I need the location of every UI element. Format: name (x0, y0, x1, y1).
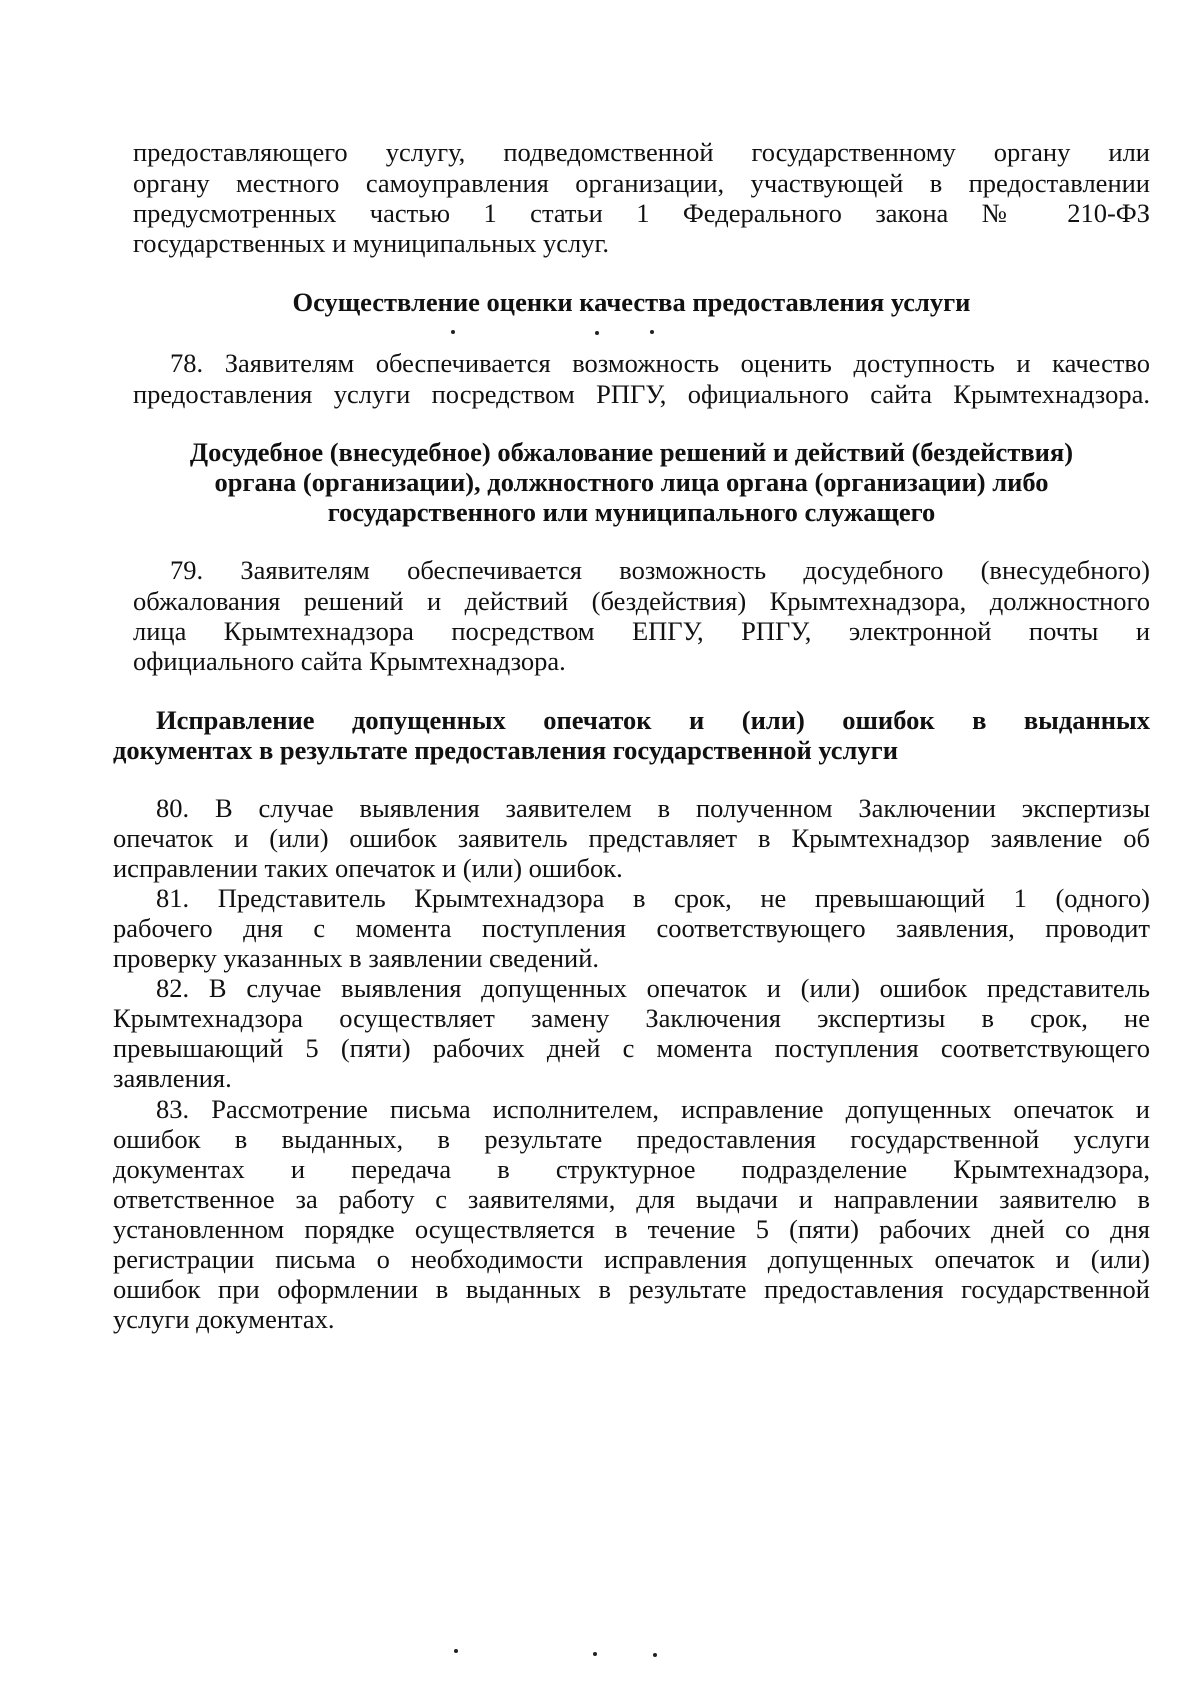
scan-dot (653, 1653, 657, 1657)
text-line: регистрации письма о необходимости исправления допущенных опечаток и (или) (113, 1244, 1150, 1274)
scan-dot (650, 330, 654, 334)
heading-line: документах в результате предоставления государственной услуги (113, 735, 898, 765)
text-line: 80. В случае выявления заявителем в полученном Заключении экспертизы (156, 793, 1150, 823)
heading-line: Исправление допущенных опечаток и (или) ошибок в выданных (156, 705, 1150, 735)
text-line: 79. Заявителям обеспечивается возможность досудебного (внесудебного) (170, 555, 1150, 585)
text-line: исправлении таких опечаток и (или) ошибок. (113, 853, 623, 883)
text-line: обжалования решений и действий (бездействия) Крымтехнадзора, должностного (133, 586, 1150, 616)
text-line: предусмотренных частью 1 статьи 1 Федерального закона № 210-ФЗ (133, 198, 1150, 228)
text-line: государственных и муниципальных услуг. (133, 228, 610, 258)
text-line: услуги документах. (113, 1304, 335, 1334)
heading-line: органа (организации), должностного лица органа (организации) либо (214, 467, 1049, 497)
text-line: ошибок в выданных, в результате предоставления государственной услуги (113, 1124, 1150, 1154)
text-line: опечаток и (или) ошибок заявитель представляет в Крымтехнадзор заявление об (113, 823, 1150, 853)
text-line: установленном порядке осуществляется в течение 5 (пяти) рабочих дней со дня (113, 1214, 1150, 1244)
section-heading-quality: Осуществление оценки качества предоставления услуги (292, 287, 971, 317)
text-line: заявления. (113, 1063, 232, 1093)
scan-dot (451, 330, 455, 334)
text-line: официального сайта Крымтехнадзора. (133, 646, 566, 676)
text-line: рабочего дня с момента поступления соответствующего заявления, проводит (113, 913, 1150, 943)
scan-dot (593, 1652, 597, 1656)
scan-dot (454, 1649, 458, 1653)
text-line: 81. Представитель Крымтехнадзора в срок, не превышающий 1 (одного) (156, 883, 1150, 913)
text-line: предоставления услуги посредством РПГУ, официального сайта Крымтехнадзора. (133, 379, 1150, 409)
heading-line: государственного или муниципального служащего (327, 497, 936, 527)
text-line: 83. Рассмотрение письма исполнителем, исправление допущенных опечаток и (156, 1094, 1150, 1124)
text-line: лица Крымтехнадзора посредством ЕПГУ, РПГУ, электронной почты и (133, 616, 1150, 646)
scan-dot (595, 331, 599, 335)
text-line: органу местного самоуправления организации, участвующей в предоставлении (133, 168, 1150, 198)
text-line: предоставляющего услугу, подведомственной государственному органу или (133, 137, 1150, 167)
text-line: 82. В случае выявления допущенных опечаток и (или) ошибок представитель (156, 973, 1150, 1003)
text-line: проверку указанных в заявлении сведений. (113, 943, 600, 973)
text-line: ошибок при оформлении в выданных в результате предоставления государственной (113, 1274, 1150, 1304)
text-line: Крымтехнадзора осуществляет замену Заключения экспертизы в срок, не (113, 1003, 1150, 1033)
text-line: 78. Заявителям обеспечивается возможность оценить доступность и качество (170, 348, 1150, 378)
text-line: документах и передача в структурное подразделение Крымтехнадзора, (113, 1154, 1150, 1184)
heading-line: Досудебное (внесудебное) обжалование решений и действий (бездействия) (189, 437, 1074, 467)
text-line: ответственное за работу с заявителями, для выдачи и направлении заявителю в (113, 1184, 1150, 1214)
text-line: превышающий 5 (пяти) рабочих дней с момента поступления соответствующего (113, 1033, 1150, 1063)
